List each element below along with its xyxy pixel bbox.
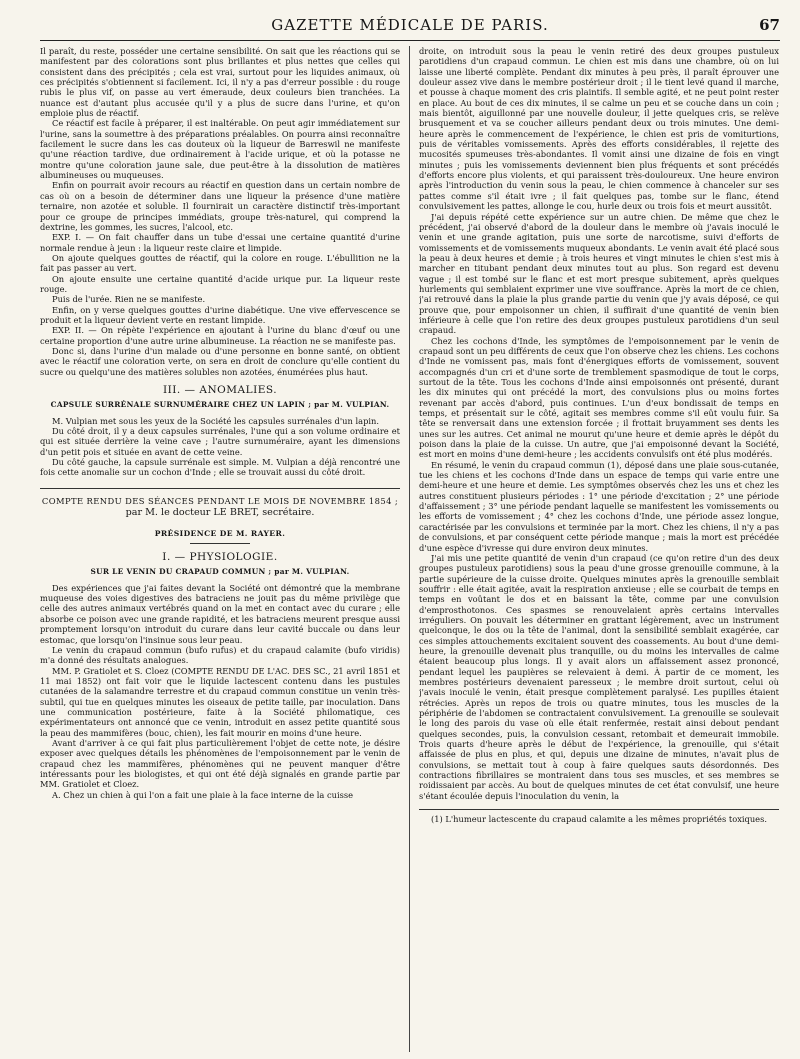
paragraph: Enfin, on y verse quelques gouttes d'urine diabétique. Une vive effervescence se produit et la liqueur devient verte en restant limpide.	[40, 304, 400, 325]
column-divider	[409, 46, 410, 1052]
paragraph: On ajoute quelques gouttes de réactif, qui la colore en rouge. L'ébullition ne la fait pas passer au vert.	[40, 252, 400, 274]
short-rule	[190, 543, 250, 544]
journal-title: GAZETTE MÉDICALE DE PARIS.	[271, 16, 549, 34]
paragraph: J'ai depuis répété cette expérience sur un autre chien. De même que chez le précédent, j'ai observé d'abord de la douleur dans le membre où j'avais inoculé le venin et une grande agitation, puis une sorte de narcotisme, suivi d'efforts de vomissements et de vomissements muqueux abondants. Le venin avait été placé sous la peau à deux heures et demie ; à trois heures et vingt minutes le chien s'est mis à marcher en titubant pendant deux minutes tout au plus. Son regard est devenu vague ; il est tombé sur le flanc et est mort presque subitement, après quelques hurlements qui semblaient exprimer une vive souffrance. Après la mort de ce chien, j'ai retrouvé dans la plaie la plus grande partie du venin que j'y avais déposé, ce qui prouve que, pour empoisonner un chien, il suffirait d'une quantité de venin bien inférieure à celle que l'on retire des deux groupes pustuleux parotidiens d'un seul crapaud.	[419, 211, 779, 336]
paragraph: A. Chez un chien à qui l'on a fait une plaie à la face interne de la cuisse	[52, 789, 354, 800]
paragraph: Du côté gauche, la capsule surrénale est simple. M. Vulpian a déjà rencontré une fois cette anomalie sur un cochon d'Inde ; elle se trouvait aussi du côté droit.	[40, 457, 400, 478]
paragraph: J'ai mis une petite quantité de venin d'un crapaud (ce qu'on retire d'un des deux groupes pustuleux parotidiens) sous la peau d'une grosse grenouille commune, à la partie supérieure de la cuisse droite. Quelques minutes après la grenouille semblait souffrir : elle était agitée, avait la respiration anxieuse ; elle se courbait de temps en temps en voûtant le dos et en baissant la tête, comme par une convulsion d'emprosthotonos. Ces spasmes se renouvelaient après certains intervalles irréguliers. On pouvait les déterminer en grattant légèrement, avec un instrument quelconque, le dos ou la tête de l'animal, dont la sensibilité semblait exagérée, car ces simples attouchements excitaient souvent des coassements. Au bout d'une demi-heure, la grenouille devenait plus tranquille, ou du moins les intervalles de calme étaient beaucoup plus longs. Il y avait alors un affaissement assez prononcé, pendant lequel les paupières se relevaient à demi. À partir de ce moment, les membres postérieurs devenaient paresseux ; le membre droit surtout, celui où j'avais inoculé le venin, était presque complètement paralysé. Les pupilles étaient rétrécies. Après un repos de trois ou quatre minutes, tous les muscles de la périphérie de l'abdomen se contractaient convulsivement. La grenouille se soulevait le long des parois du vase où elle était renfermée, restait ainsi debout pendant quelques secondes, puis, la convulsion cessant, retombait et demeurait immobile. Trois quarts d'heure après le début de l'expérience, la grenouille, qui s'était affaissée de plus en plus, et qui, depuis une dizaine de minutes, n'avait plus de convulsions, se mettait tout à coup à faire quelques sauts désordonnés. Des contractions fibrillaires se montraient dans tous ses muscles, et ses membres se roidissaient par accès. Au bout de quelques minutes de cet état convulsif, une heure s'étant écoulée depuis l'inoculation du venin, la	[419, 552, 779, 801]
paragraph: Le venin du crapaud commun (bufo rufus) et du crapaud calamite (bufo viridis) m'a donné des résultats analogues.	[40, 644, 400, 666]
paragraph: Chez les cochons d'Inde, les symptômes de l'empoisonnement par le venin de crapaud sont un peu différents de ceux que l'on observe chez les chiens. Les cochons d'Inde ne vomissent pas, mais font d'énergiques efforts de vomissement, souvent accompagnés d'un cri et d'une sorte de tremblement spasmodique de tout le corps, surtout de la tête. Tous les cochons d'Inde ainsi empoisonnés ont présenté, durant les dix minutes qui ont précédé la mort, des convulsions plus ou moins fortes revenant par accès d'abord, puis continues. L'un d'eux bondissait de temps en temps, et présentait sur le côté, agitait ses membres comme s'il eût voulu fuir. Sa tête se renversait dans une extension forcée ; il frottait bruyamment ses dents les unes sur les autres. Cet animal ne mourut qu'une heure et demie après le dépôt du poison dans la plaie de la cuisse. Un autre, que j'ai empoisonné devant la Société, est mort en moins d'une demi-heure ; les accidents convulsifs ont été plus modérés.	[419, 335, 779, 460]
paragraph: Avant d'arriver à ce qui fait plus particulièrement l'objet de cette note, je désire exposer avec quelques détails les phénomènes de l'empoisonnement par le venin de crapaud chez les mammifères, phénomènes qui ne peuvent manquer d'être intéressants pour les biologistes, et qui ont été déjà signalés en grande partie par MM. Gratiolet et Cloez.	[40, 737, 400, 790]
footnote: (1) L'humeur lactescente du crapaud calamite a les mêmes propriétés toxiques.	[431, 814, 767, 825]
right-column	[419, 46, 779, 1052]
paragraph: Enfin on pourrait avoir recours au réactif en question dans un certain nombre de cas où on a besoin de déterminer dans une liqueur la présence d'une matière ternaire, non azotée et soluble. Il fournirait un caractère distinctif très-important pour ce groupe de principes immédiats, groupe très-naturel, qui comprend la dextrine, les gommes, les sucres, l'alcool, etc.	[40, 180, 400, 232]
page-header	[40, 14, 780, 41]
paragraph: Il paraît, du reste, posséder une certaine sensibilité. On sait que les réactions qui se manifestent par des colorations sont plus brillantes et plus nettes que celles qui consistent dans des précipités ; cela est vrai, surtout pour les liquides animaux, où ces précipités s'obtiennent si facilement. Ici, il n'y a pas d'erreur possible : du rouge rubis le plus vif, on passe au vert émeraude, deux couleurs bien tranchées. La nuance est d'autant plus accusée qu'il y a plus de sucre dans l'urine, et qu'on emploie plus de réactif.	[40, 46, 400, 119]
paragraph: MM. P. Gratiolet et S. Cloez (COMPTE RENDU DE L'AC. DES SC., 21 avril 1851 et 11 mai 1852) ont fait voir que le liquide lactescent contenu dans les pustules cutanées de la salamandre terrestre et du crapaud commun constitue un venin très-subtil, qui tue en quelques minutes les oiseaux de petite taille, par inoculation. Dans une communication postérieure, faite à la Société philomatique, ces expérimentateurs ont annoncé que ce venin, introduit en assez petite quantité sous la peau des mammifères (bouc, chien), les fait mourir en moins d'une heure.	[40, 665, 400, 738]
section-heading-physiology: I. — PHYSIOLOGIE.	[162, 551, 278, 564]
experiment-paragraph: EXP. II. — On répète l'expérience en ajoutant à l'urine du blanc d'œuf ou une certaine proportion d'une autre urine albumineuse. La réaction ne se manifeste pas.	[40, 325, 400, 346]
paragraph: Du côté droit, il y a deux capsules surrénales, l'une qui a son volume ordinaire et qui est située derrière la veine cave ; l'autre surnuméraire, ayant les dimensions d'un petit pois et située en avant de cette veine.	[40, 426, 400, 457]
paragraph: droite, on introduit sous la peau le venin retiré des deux groupes pustuleux parotidiens d'un crapaud commun. Le chien est mis dans une chambre, où on lui laisse une liberté complète. Pendant dix minutes à peu près, il paraît éprouver une douleur assez vive dans le membre postérieur droit ; il le tient levé quand il marche, et pousse à chaque moment des cris plaintifs. Il semble agité, et ne peut point rester en place. Au bout de ces dix minutes, il se calme un peu et se couche dans un coin ; mais bientôt, aiguillonné par une nouvelle douleur, il jette quelques cris, se relève brusquement et va se coucher ailleurs pendant deux ou trois minutes. Une demi-heure après le commencement de l'expérience, le chien est pris de vomiturtions, puis de véritables vomissements. Après des efforts considérables, il rejette des mucosités spumeuses très-abondantes. Il vomit ainsi une dizaine de fois en vingt minutes ; puis les vomissements deviennent bien plus fréquents et sont précédés d'efforts encore plus violents, et qui paraissent très-douloureux. Une heure environ après l'introduction du venin sous la peau, le chien commence à chanceler sur ses pattes comme s'il était ivre ; il fait quelques pas, tombe sur le flanc, étend convulsivement les pattes, allonge le cou, hurle deux ou trois fois et meurt aussitôt.	[419, 46, 779, 212]
report-heading	[40, 488, 400, 519]
paragraph: Puis de l'urée. Rien ne se manifeste.	[52, 294, 206, 305]
paragraph: On ajoute ensuite une certaine quantité d'acide urique pur. La liqueur reste rouge.	[40, 273, 400, 294]
report-heading-line: COMPTE RENDU DES SÉANCES PENDANT LE MOIS DE NOVEMBRE 1854 ;	[41, 495, 399, 506]
paragraph: En résumé, le venin du crapaud commun (1), déposé dans une plaie sous-cutanée, tue les chiens et les cochons d'Inde dans un espace de temps qui varie entre une demi-heure et une heure et demie. Les symptômes observés chez les uns et chez les autres constituent plusieurs périodes : 1° une période d'excitation ; 2° une période d'affaissement ; 3° une période pendant laquelle se manifestent les vomissements ou les efforts de vomissement ; 4° chez les cochons d'Inde, une période assez longue, caractérisée par les convulsions et terminée par la mort. Chez les chiens, il n'y a pas de convulsions, et par conséquent cette période manque ; mais la mort est précédée d'une espèce d'ivresse qui dure environ deux minutes.	[419, 459, 779, 553]
experiment-paragraph: EXP. I. — On fait chauffer dans un tube d'essai une certaine quantité d'urine normale rendue à jeun : la liqueur reste claire et limpide.	[40, 232, 400, 253]
paragraph: Donc si, dans l'urine d'un malade ou d'une personne en bonne santé, on obtient avec le réactif une coloration verte, on sera en droit de conclure qu'elle contient du sucre ou quelqu'une des matières solubles non azotées, énumérées plus haut.	[40, 345, 400, 377]
paragraph: Des expériences que j'ai faites devant la Société ont démontré que la membrane muqueuse des voies digestives des batraciens ne jouit pas du même privilège que celle des autres animaux vertébrés quand on la met en contact avec du curare ; elle absorbe ce poison avec une grande rapidité, et les batraciens meurent presque aussi promptement lorsqu'on introduit du curare dans leur cavité buccale ou dans leur estomac, que lorsqu'on l'insinue sous leur peau.	[40, 582, 400, 645]
article-subheading-venin: SUR LE VENIN DU CRAPAUD COMMUN ; par M. VULPIAN.	[90, 567, 350, 577]
article-subheading-capsule: CAPSULE SURRÉNALE SURNUMÉRAIRE CHEZ UN LAPIN ; par M. VULPIAN.	[50, 400, 390, 410]
section-heading-anomalies: III. — ANOMALIES.	[162, 384, 278, 396]
footnote-rule	[419, 809, 779, 810]
presidency-line: PRÉSIDENCE DE M. RAYER.	[154, 528, 286, 538]
paragraph: M. Vulpian met sous les yeux de la Société les capsules surrénales d'un lapin.	[52, 415, 380, 426]
paragraph: Ce réactif est facile à préparer, il est inaltérable. On peut agir immédiatement sur l'urine, sans la soumettre à des préparations préalables. On pourra ainsi reconnaître facilement le sucre dans les cas douteux où la liqueur de Barreswil ne manifeste qu'une réaction tardive, due ordinairement à l'acide urique, et où la potasse ne montre qu'une coloration jaune sale, due peut-être à la dissolution de matières albumineuses ou muqueuses.	[40, 118, 400, 181]
page-number: 67	[759, 16, 780, 34]
left-column	[40, 46, 400, 1052]
report-author-line: par M. le docteur LE BRET, secrétaire.	[125, 506, 315, 518]
